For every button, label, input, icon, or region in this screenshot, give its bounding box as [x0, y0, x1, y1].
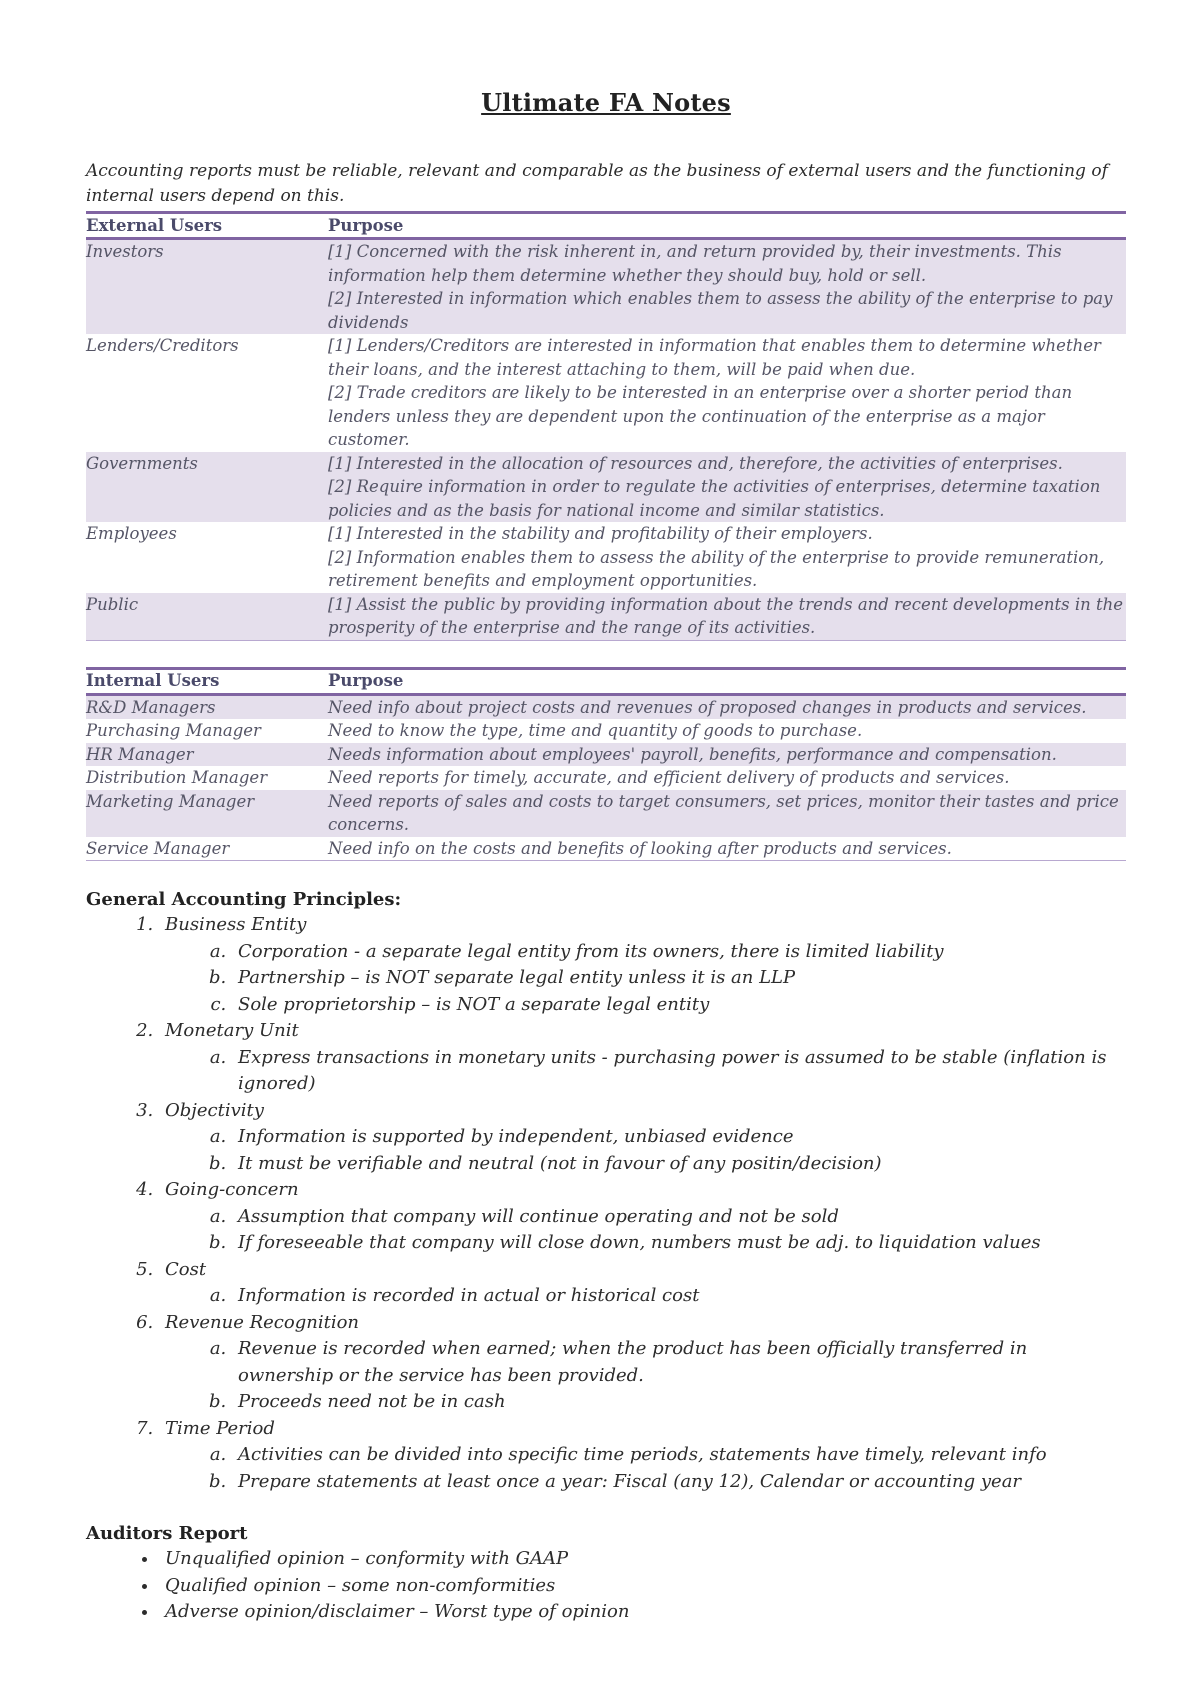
purpose-cell [328, 593, 1126, 641]
purpose-line: [2] Trade creditors are likely to be interested in an enterprise over a shorter period than lenders unless they are dependent upon the continuation of the enterprise as a major customer. [328, 383, 1073, 449]
principle-label: Going-concern [165, 1179, 299, 1200]
list-item: • Unqualified opinion – conformity with GAAP [159, 1546, 1126, 1573]
purpose-cell: Need reports of sales and costs to target consumers, set prices, monitor their tastes and price concerns. [328, 790, 1126, 837]
user-cell: Employees [86, 524, 177, 543]
table-header-row [86, 213, 1126, 239]
column-header: Purpose [328, 668, 1126, 694]
sub-item: b. It must be verifiable and neutral (not in favour of any positin/decision) [232, 1151, 1126, 1178]
purpose-cell: Needs information about employees' payroll, benefits, performance and compensation. [328, 743, 1126, 767]
sub-item: a. Revenue is recorded when earned; when the product has been officially transferred in ownership or the service has been provided. [232, 1336, 1126, 1389]
principle-label: Business Entity [165, 914, 307, 935]
table-row [86, 593, 1126, 641]
auditors-heading: Auditors Report [86, 1523, 248, 1544]
sub-item: a. Corporation - a separate legal entity from its owners, there is limited liability [232, 939, 1126, 966]
sub-item: b. Prepare statements at least once a year: Fiscal (any 12), Calendar or accounting year [232, 1469, 1126, 1496]
user-cell: Distribution Manager [86, 768, 268, 787]
table-row [86, 790, 1126, 837]
purpose-line: [1] Interested in the allocation of resources and, therefore, the activities of enterprises. [328, 453, 1063, 473]
sub-item: b. Proceeds need not be in cash [232, 1389, 1126, 1416]
table-row [86, 239, 1126, 335]
table-row [86, 694, 1126, 719]
principles-list [86, 912, 1126, 1495]
list-item [159, 1177, 1126, 1257]
list-item [159, 1310, 1126, 1416]
user-cell: HR Manager [86, 743, 328, 767]
column-header: Internal Users [86, 668, 328, 694]
purpose-cell: Need reports for timely, accurate, and efficient delivery of products and services. [328, 768, 1010, 787]
sub-list [165, 1336, 1126, 1416]
table-row [86, 522, 1126, 593]
external-users-table [86, 211, 1126, 641]
user-cell: Purchasing Manager [86, 721, 261, 740]
principle-label: Cost [165, 1258, 207, 1280]
purpose-line: [2] Interested in information which enables them to assess the ability of the enterprise to pay dividends [328, 289, 1113, 332]
purpose-cell [328, 334, 1126, 452]
table-header-row [86, 668, 1126, 694]
purpose-cell: Need info on the costs and benefits of looking after products and services. [328, 837, 1126, 861]
list-item [159, 1257, 1126, 1310]
purpose-cell [328, 239, 1126, 335]
user-cell: R&D Managers [86, 694, 328, 719]
list-item [159, 1018, 1126, 1098]
purpose-line: [2] Require information in order to regulate the activities of enterprises, determine taxation policies and as the basis for national income and similar statistics. [328, 477, 1101, 520]
column-header: External Users [86, 213, 328, 239]
table-row [86, 743, 1126, 767]
sub-list [165, 1045, 1126, 1098]
sub-item: b. Partnership – is NOT separate legal entity unless it is an LLP [232, 965, 1126, 992]
user-cell: Marketing Manager [86, 790, 328, 837]
principle-label: Monetary Unit [165, 1020, 299, 1041]
sub-item: c. Sole proprietorship – is NOT a separate legal entity [232, 992, 1126, 1019]
auditors-list [86, 1546, 1126, 1626]
sub-list [165, 1204, 1126, 1257]
table-row [86, 334, 1126, 452]
page-title: Ultimate FA Notes [481, 88, 731, 117]
principle-label: Time Period [165, 1417, 275, 1439]
document-page [86, 0, 1126, 1626]
sub-item: b. If foreseeable that company will close down, numbers must be adj. to liquidation values [232, 1230, 1126, 1257]
purpose-line: [1] Concerned with the risk inherent in, and return provided by, their investments. This information help them determine whether they should buy, hold or sell. [328, 242, 1062, 285]
table-row [86, 766, 1126, 790]
sub-item: a. Information is supported by independent, unbiased evidence [232, 1124, 1126, 1151]
user-cell: Governments [86, 452, 328, 523]
column-header: Purpose [328, 213, 1126, 239]
sub-item: a. Assumption that company will continue operating and not be sold [232, 1204, 1126, 1231]
list-item [159, 1416, 1126, 1496]
user-cell: Lenders/Creditors [86, 336, 239, 355]
purpose-line: [1] Assist the public by providing information about the trends and recent developments in the prosperity of the enterprise and the range of its activities. [328, 594, 1124, 637]
list-item: • Qualified opinion – some non-comformities [159, 1573, 1126, 1600]
sub-item: a. Information is recorded in actual or historical cost [232, 1283, 1126, 1310]
intro-paragraph: Accounting reports must be reliable, relevant and comparable as the business of external users and the functioning of internal users depend on this. [86, 161, 1108, 206]
internal-users-table [86, 667, 1126, 862]
list-item [159, 912, 1126, 1018]
purpose-line: [1] Lenders/Creditors are interested in information that enables them to determine whether their loans, and the interest attaching to them, will be paid when due. [328, 336, 1101, 379]
purpose-line: [1] Interested in the stability and profitability of their employers. [328, 524, 873, 543]
list-item: • Adverse opinion/disclaimer – Worst type of opinion [159, 1599, 1126, 1626]
purpose-line: [2] Information enables them to assess the ability of the enterprise to provide remuneration, retirement benefits and employment opportunities. [328, 547, 1105, 590]
table-row [86, 719, 1126, 743]
purpose-cell [328, 522, 1126, 593]
table-row [86, 837, 1126, 861]
sub-item: a. Activities can be divided into specific time periods, statements have timely, relevant info [232, 1442, 1126, 1469]
principle-label: Revenue Recognition [165, 1311, 360, 1333]
user-cell: Public [86, 593, 328, 641]
sub-list [165, 1124, 1126, 1177]
principles-heading: General Accounting Principles: [86, 889, 402, 910]
sub-list [165, 939, 1126, 1019]
sub-item: a. Express transactions in monetary units - purchasing power is assumed to be stable (inflation is ignored) [232, 1045, 1126, 1098]
purpose-cell: Need to know the type, time and quantity of goods to purchase. [328, 721, 863, 740]
sub-list [165, 1283, 1126, 1310]
sub-list [165, 1442, 1126, 1495]
purpose-cell [328, 452, 1126, 523]
purpose-cell: Need info about project costs and revenues of proposed changes in products and services. [328, 694, 1126, 719]
principle-label: Objectivity [165, 1099, 264, 1121]
user-cell: Investors [86, 239, 328, 335]
table-row [86, 452, 1126, 523]
list-item [159, 1098, 1126, 1178]
user-cell: Service Manager [86, 837, 328, 861]
